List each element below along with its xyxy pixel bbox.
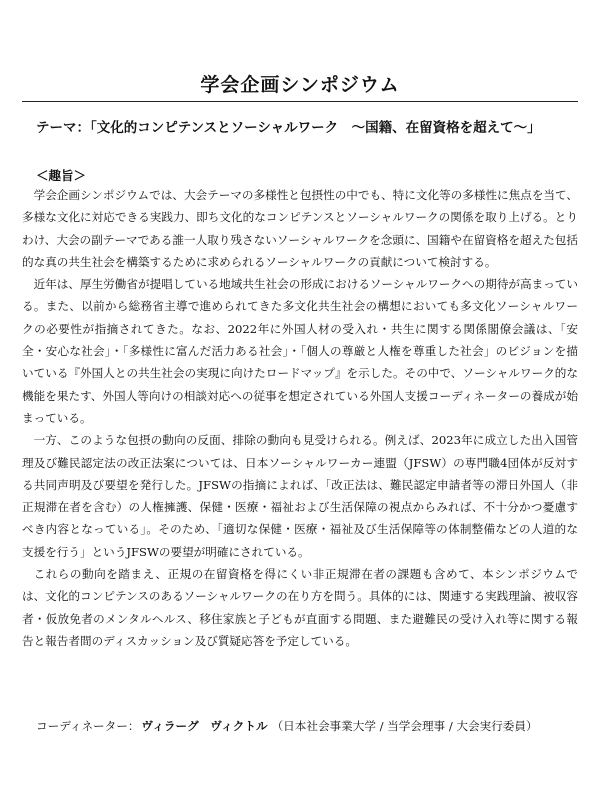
title-divider (22, 101, 578, 102)
coordinator-name: ヴィラーグ ヴィクトル (141, 719, 268, 733)
purpose-heading: ＜趣旨＞ (36, 168, 87, 183)
purpose-body (22, 184, 578, 652)
paragraph-3: 一方、このような包摂の動向の反面、排除の動向も見受けられる。例えば、2023年に成立した出入国管理及び難民認定法の改正法案については、日本ソーシャルワーカー連盟（JFSW）の専門職4団体が反対する共同声明及び要望を発行した。JFSWの指摘によれば、「改正法は、難民認定申請者等の滞日外国人（非正規滞在者を含む）の人権擁護、保健・医療・福祉および生活保障の視点からみれば、不十分かつ憂慮すべき内容となっている」。そのため、「適切な保健・医療・福祉及び生活保障等の体制整備などの人道的な支援を行う」というJFSWの要望が明確にされている。 (22, 433, 578, 559)
coordinator-affiliation: （日本社会事業大学 / 当学会理事 / 大会実行委員） (271, 719, 538, 733)
page-title: 学会企画シンポジウム (200, 74, 400, 96)
coordinator-label: コーディネーター： (36, 719, 140, 733)
paragraph-4: これらの動向を踏まえ、正規の在留資格を得にくい非正規滞在者の課題も含めて、本シンポジウムでは、文化的コンピテンスのあるソーシャルワークの在り方を問う。具体的には、関連する実践理論、被収容者・仮放免者のメンタルヘルス、移住家族と子どもが直面する問題、また避難民の受け入れ等に関する報告と報告者間のディスカッション及び質疑応答を予定している。 (22, 567, 578, 648)
theme-heading: テーマ：「文化的コンピテンスとソーシャルワーク ～国籍、在留資格を超えて～」 (36, 120, 541, 136)
coordinator-line (36, 718, 586, 734)
paragraph-2: 近年は、厚生労働省が提唱している地域共生社会の形成におけるソーシャルワークへの期待が高まっている。また、以前から総務省主導で進められてきた多文化共生社会の構想においても多文化ソーシャルワークの必要性が指摘されてきた。なお、2022年に外国人材の受入れ・共生に関する関係閣僚会議は、「安全・安心な社会」・「多様性に富んだ活力ある社会」・「個人の尊厳と人権を尊重した社会」のビジョンを描いている『外国人との共生社会の実現に向けたロードマップ』を示した。その中で、ソーシャルワーク的な機能を果たす、外国人等向けの相談対応への従事を想定されている外国人支援コーディネーターの養成が始まっている。 (22, 277, 578, 425)
paragraph-1: 学会企画シンポジウムでは、大会テーマの多様性と包摂性の中でも、特に文化等の多様性に焦点を当て、多様な文化に対応できる実践力、即ち文化的なコンピテンスとソーシャルワークの関係を取り上げる。とりわけ、大会の副テーマである誰一人取り残さないソーシャルワークを念頭に、国籍や在留資格を超えた包括的な真の共生社会を構築するために求められるソーシャルワークの貢献について検討する。 (22, 188, 578, 269)
